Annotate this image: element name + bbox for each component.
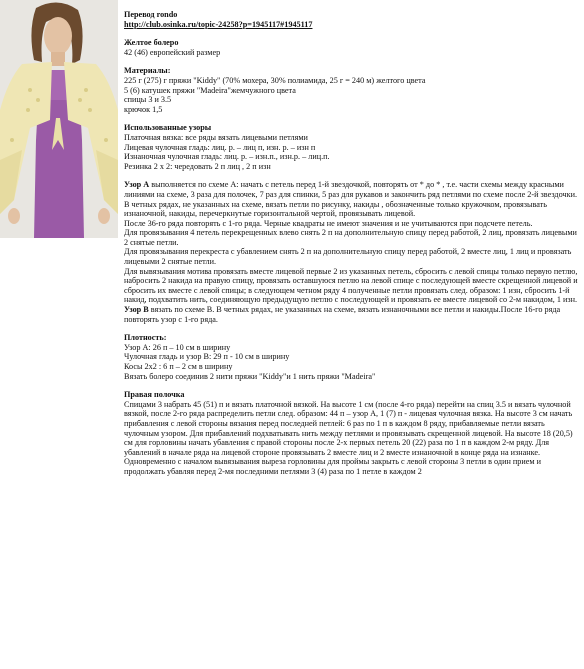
materials-line: 5 (6) катушек пряжи "Madeira"жемчужного цвета (124, 85, 296, 95)
model-photo-illustration (0, 0, 118, 238)
patterns-line: Изнаночная чулочная гладь: лиц. р. – изн.п., изн.р. – лиц.п. (124, 152, 330, 162)
pattern-b-paragraph (124, 305, 578, 324)
density-line: Косы 2х2 : 6 п – 2 см в ширину (124, 362, 233, 371)
materials-line: крючок 1,5 (124, 104, 163, 114)
density-line: Вязать болеро соединив 2 нити пряжи "Kiddy"и 1 нить пряжи "Madeira" (124, 371, 376, 381)
density-line: Чулочная гладь и узор В: 29 п - 10 см в ширину (124, 352, 290, 362)
right-front-heading: Правая полочка (124, 390, 185, 400)
pattern-a-paragraph: Для вывязывания мотива провязать вместе лицевой первые 2 из указанных петель, сбросить с левой спицы только первую петлю, набросить 2 накида на правую спицу, провязать оставшуюся петлю на левой спице с последующей вместе скрещенной лицевой и сбросить их вместе с левой спицы; в следующем четном ряду 4 полученные петли провязать след. образом: 1 изн, сбросить 1-й накид, подхватить нить, соединяющую предыдущую петлю с последующей и провязать ее вместе лицевой со 2-м накидом, 1 изн. (124, 266, 578, 305)
document-text (124, 10, 578, 477)
pattern-a-text: выполняется по схеме А: начать с петель перед 1-й звездочкой, повторять от * до * , т.е. части схемы между красными линиями на схеме, 3 раза для полочек, 7 раз для спинки, 5 раз для рукавов и закончить ряд петлями по схеме после 2-й звездочки. (124, 180, 577, 199)
density-line: Узор А: 26 п – 10 см в ширину (124, 342, 231, 352)
source-link[interactable]: http://club.osinka.ru/topic-24258?p=1945117#1945117 (124, 19, 313, 29)
density-heading: Плотность: (124, 333, 167, 343)
pattern-a-paragraph: В четных рядах, не указанных на схеме, вязать петли по рисунку, накиды , обозначенные только кружочком, провязывать изнаночной, накиды, перечеркнутые горизонтальной чертой, провязывать лицевой. (124, 199, 547, 219)
materials-heading: Материалы: (124, 66, 171, 76)
item-title: Желтое болеро (124, 38, 179, 48)
translation-credit: Перевод rondo (124, 10, 178, 19)
pattern-a-paragraph: После 36-го ряда повторять с 1-го ряда. Черные квадраты не имеют значения и не учитываются при подсчете петель. (124, 218, 533, 228)
pattern-a-label: Узор А (124, 180, 150, 190)
materials-line: 225 г (275) г пряжи "Kiddy" (70% мохера, 30% полиамида, 25 г = 240 м) желтого цвета (124, 75, 426, 85)
patterns-line: Лицевая чулочная гладь: лиц. р. – лиц п, изн. р. – изн п (124, 142, 316, 152)
item-size: 42 (46) европейский размер (124, 47, 221, 57)
pattern-a-paragraph: Для провязывания перекреста с убавлением снять 2 п на дополнительную спицу перед работой, 2 вместе лиц, 1 лиц и провязать лицевыми 2 снятые петли. (124, 247, 572, 267)
patterns-line: Резинка 2 х 2: чередовать 2 п лиц , 2 п изн (124, 161, 271, 171)
pattern-b-text: вязать по схеме В. В четных рядах, не указанных на схеме, вязать изнаночными все петли и накиды.После 16-го ряда повторять узор с 1-го ряда. (124, 305, 561, 324)
model-photo-icon (0, 0, 118, 238)
pattern-a-paragraph: Для провязывания 4 петель перекрещенных влево снять 2 п на дополнительную спицу перед работой, 2 лиц, провязать лицевыми 2 снятые петли. (124, 228, 577, 247)
right-front-paragraph: Одновременно с началом вывязывания выреза горловины для проймы закрыть с левой стороны 3 петли в один прием и продолжать убавляя перед 2-мя последними петлями 3 (4) раза по 1 петле в каждом 2 (124, 457, 541, 476)
patterns-heading: Использованные узоры (124, 123, 212, 133)
pattern-b-label: Узор В (124, 305, 149, 315)
patterns-line: Платочная вязка: все ряды вязать лицевыми петлями (124, 132, 308, 142)
pattern-a-paragraph (124, 180, 578, 199)
materials-line: спицы 3 и 3.5 (124, 95, 172, 105)
right-front-paragraph: Спицами 3 набрать 45 (51) п и вязать платочной вязкой. На высоте 1 см (после 4-го ряда) перейти на спиц 3.5 и вязать чулочной вязкой, после 2-го ряда распределить петли след. образом: 44 п – узор А, 1 (7) п - лицевая чулочная вязка. На высоте 3 см начать прибавления с левой стороны вязания перед последней петлей: 6 раз по 1 п в каждом 8 ряду, прибавляемые петли вязать чулочным узором. Для прибавлений подхватывать нить между петлями и провязывать скрещенной лицевой. На высоте 18 (20,5) см для горловины начать убавления с правой стороны после 2-х первых петель 20 (22) раза по 1 п в каждом 2-м ряду. Для убавлений в начале ряда на лицевой стороне провязывать 2 вместе лиц и 2 вместе изнаночной в конце ряда на изнанке. (124, 399, 573, 457)
